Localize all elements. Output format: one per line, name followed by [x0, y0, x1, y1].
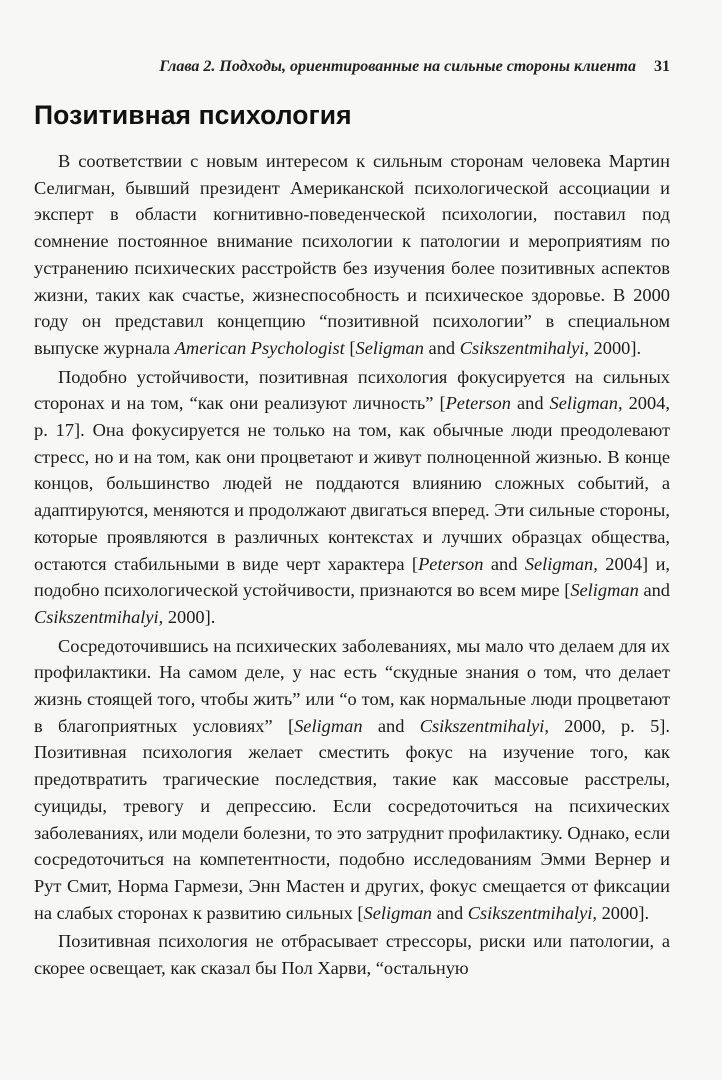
paragraph: В соответствии с новым интересом к сильным сторонам человека Мартин Селигман, бывший президент Американской психологической ассоциации и эксперт в области когнитивно-поведенческой психологии, поставил под сомнение постоянное внимание психологии к патологии и мероприятиям по устранению психических расстройств без изучения более позитивных аспектов жизни, таких как счастье, жизнеспособность и психическое здоровье. В 2000 году он представил концепцию “позитивной психологии” в специальном выпуске журнала American Psychologist [Seligman and Csikszentmihalyi, 2000].: [34, 151, 670, 358]
paragraph: Позитивная психология не отбрасывает стрессоры, риски или патологии, а скорее освещает, как сказал бы Пол Харви, “остальную: [34, 931, 670, 979]
paragraph: Сосредоточившись на психических заболеваниях, мы мало что делаем для их профилактики. На самом деле, у нас есть “скудные знания о том, что делает жизнь стоящей того, чтобы жить” или “о том, как нормальные люди процветают в благоприятных условиях” [Seligman and Csikszentmihalyi, 2000, p. 5]. Позитивная психология желает сместить фокус на изучение того, как предотвратить трагические последствия, такие как массовые расстрелы, суициды, тревогу и депрессию. Если сосредоточиться на психических заболеваниях, или модели болезни, то это затруднит профилактику. Однако, если сосредоточиться на компетентности, подобно исследованиям Эмми Вернер и Рут Смит, Норма Гармези, Энн Мастен и других, фокус смещается от фиксации на слабых сторонах к развитию сильных [Seligman and Csikszentmihalyi, 2000].: [34, 635, 670, 923]
paragraph: Подобно устойчивости, позитивная психология фокусируется на сильных сторонах и на том, “как они реализуют личность” [Peterson and Seligman, 2004, p. 17]. Она фокусируется не только на том, как обычные люди преодолевают стресс, но и на том, как они процветают и живут полноценной жизнью. В конце концов, большинство людей не поддаются влиянию сложных событий, а адаптируются, меняются и продолжают двигаться вперед. Эти сильные стороны, которые проявляются в различных контекстах и лучших образцах общества, остаются стабильными в виде черт характера [Peterson and Seligman, 2004] и, подобно психологической устойчивости, признаются во всем мире [Seligman and Csikszentmihalyi, 2000].: [34, 366, 671, 627]
section-title: Позитивная психология: [34, 100, 352, 130]
page-number: 31: [654, 58, 670, 75]
body-text: [34, 148, 670, 982]
book-page: [34, 0, 670, 1080]
running-header: [159, 58, 670, 76]
chapter-title: Глава 2. Подходы, ориентированные на сильные стороны клиента: [159, 58, 636, 75]
